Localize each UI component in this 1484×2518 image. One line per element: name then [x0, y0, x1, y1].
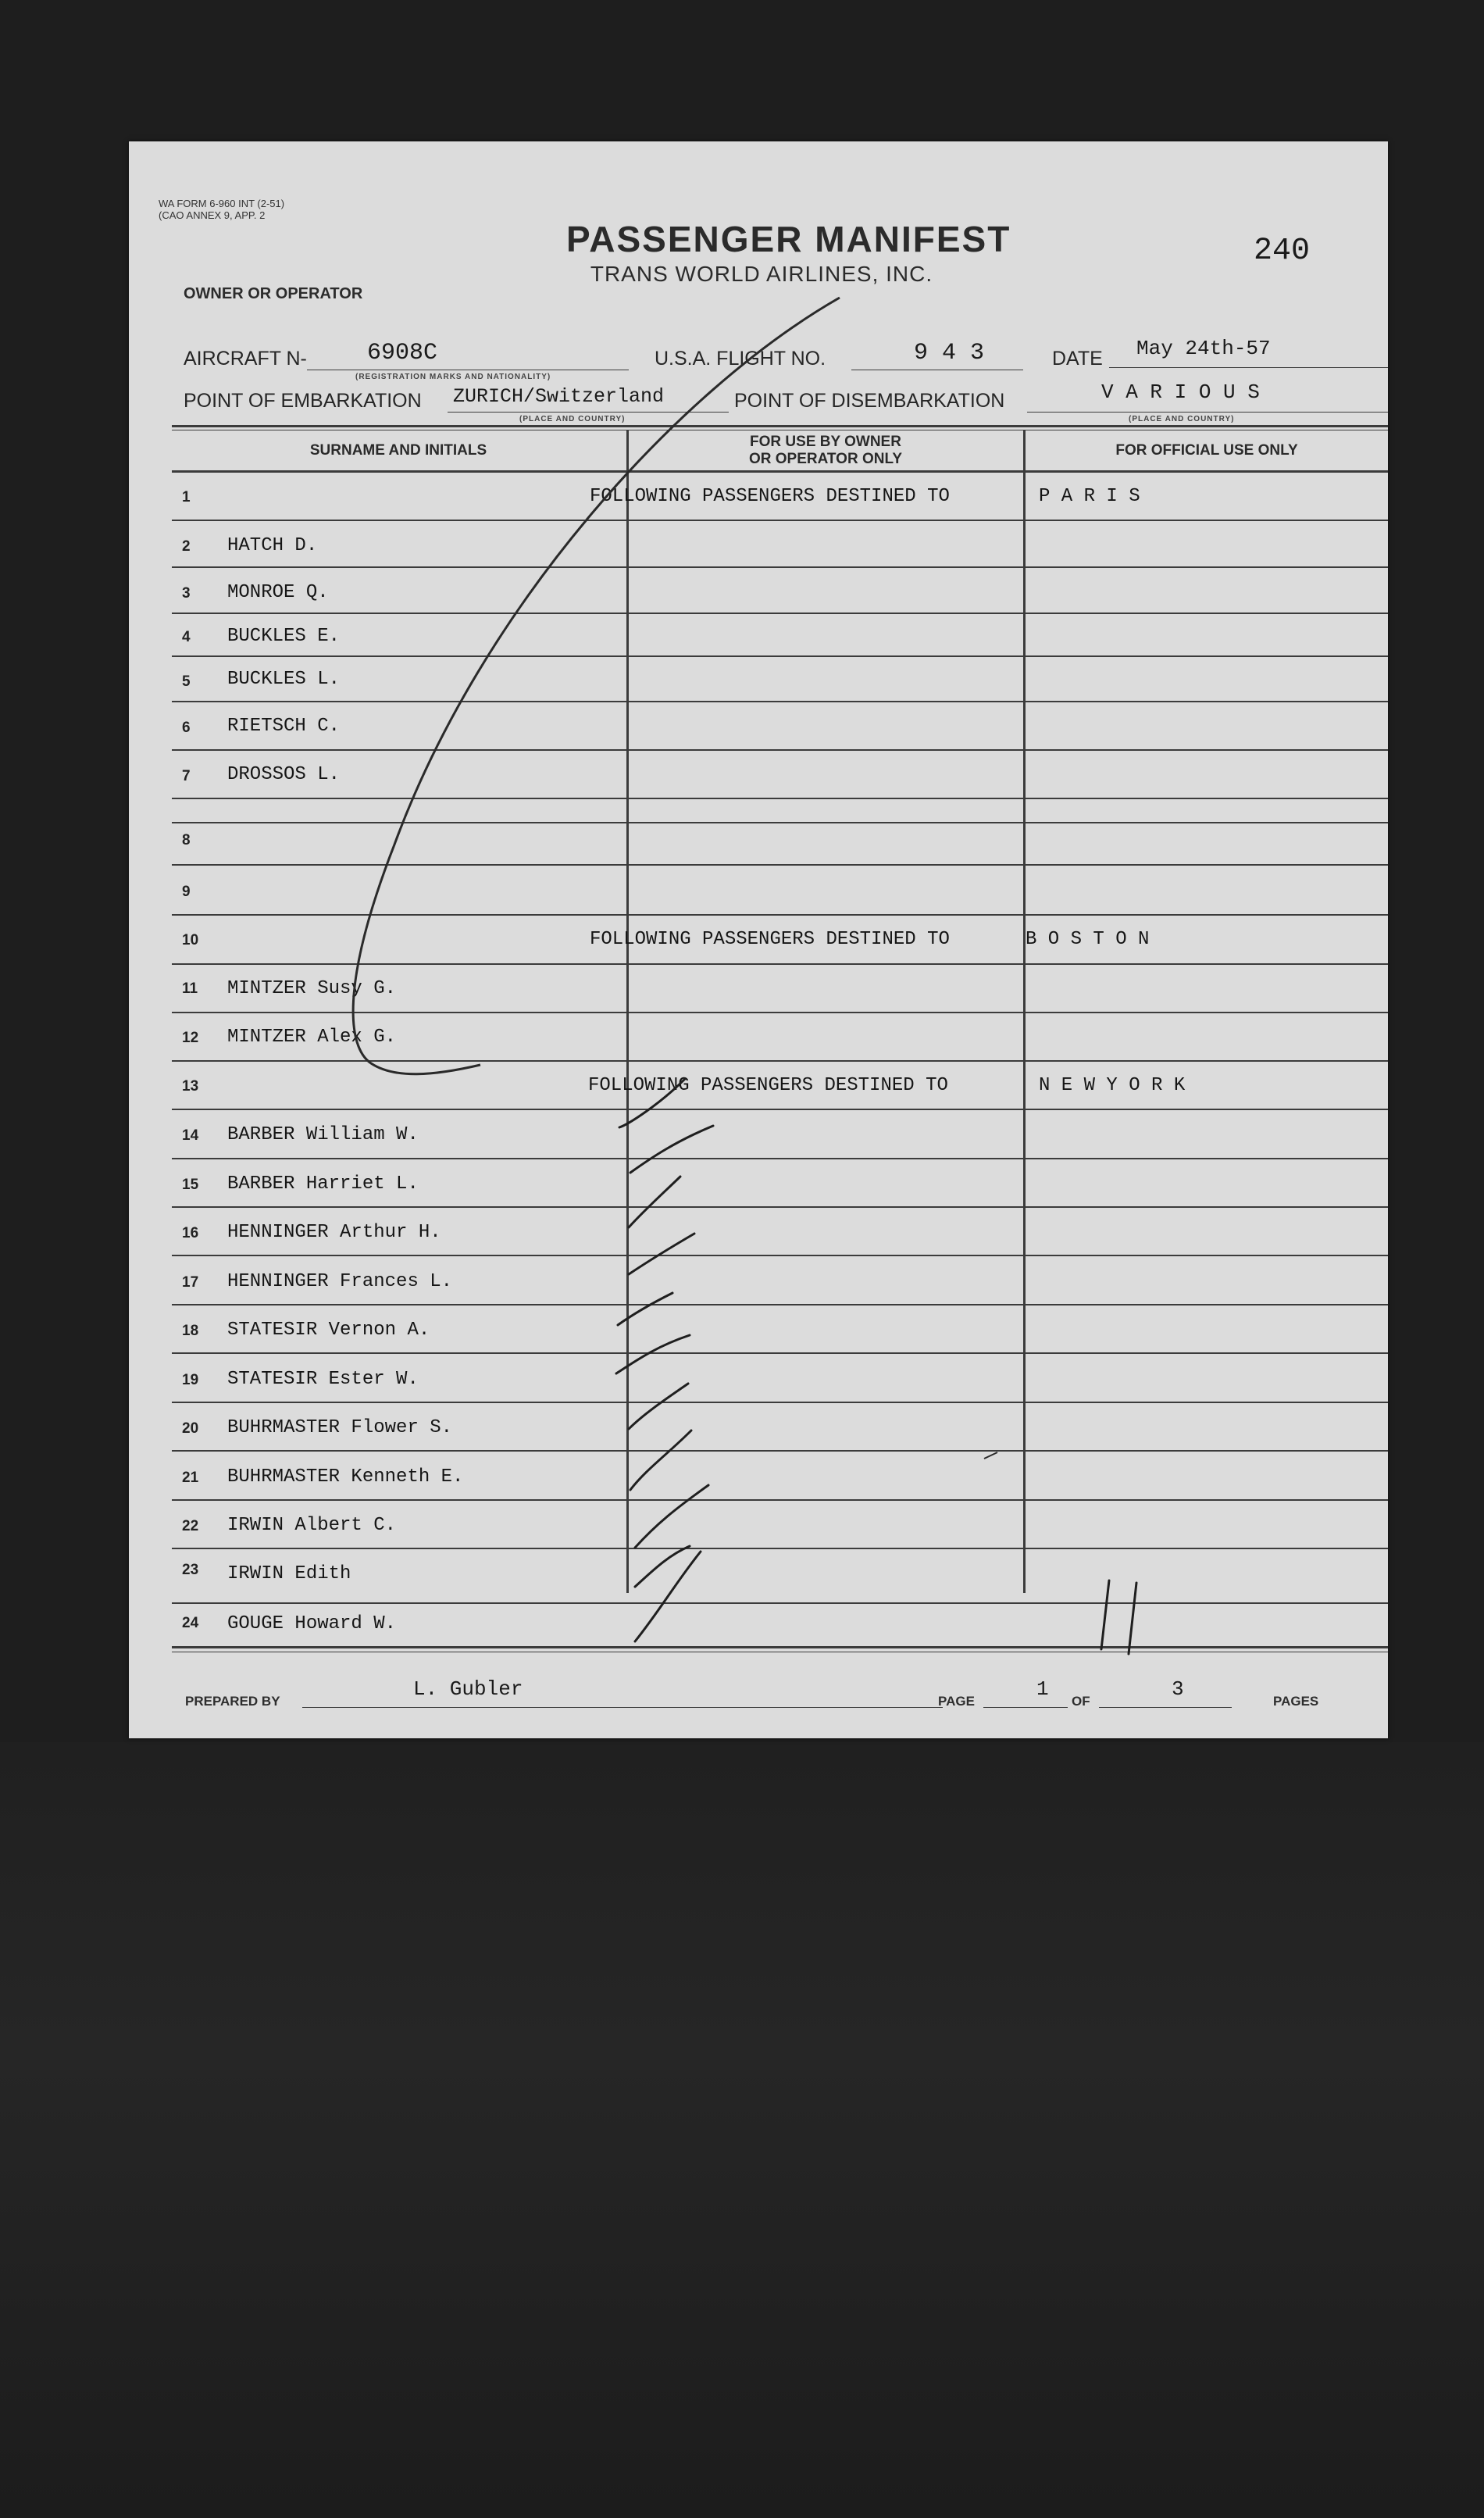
embarkation-value: ZURICH/Switzerland: [453, 385, 665, 408]
embarkation-underline: [448, 412, 729, 413]
embarkation-note: (PLACE AND COUNTRY): [519, 415, 626, 423]
stray-pen-mark: [984, 1452, 997, 1459]
row-rule: [172, 1060, 1388, 1062]
table-top-rule: [172, 425, 1388, 427]
row-number: 18: [182, 1323, 199, 1339]
prepared-by-underline: [302, 1707, 943, 1708]
aircraft-label: AIRCRAFT N-: [184, 348, 307, 370]
row-rule: [172, 566, 1388, 568]
row-rule: [172, 1206, 1388, 1208]
disembarkation-value: V A R I O U S: [1101, 380, 1260, 404]
row-rule: [172, 1548, 1388, 1549]
row-rule: [172, 520, 1388, 521]
airline-name: TRANS WORLD AIRLINES, INC.: [590, 262, 933, 286]
pages-label: PAGES: [1273, 1694, 1319, 1709]
destination-city: N E W Y O R K: [1039, 1075, 1186, 1096]
destination-note: FOLLOWING PASSENGERS DESTINED TO: [590, 929, 950, 950]
row-rule: [172, 1602, 1388, 1604]
check-mark-icon: [616, 1079, 713, 1641]
row-rule: [172, 655, 1388, 657]
total-pages-value: 3: [1172, 1677, 1184, 1701]
page-value: 1: [1036, 1677, 1049, 1701]
row-number: 5: [182, 673, 191, 690]
row-number: 7: [182, 768, 191, 784]
passenger-name: BUHRMASTER Flower S.: [227, 1417, 453, 1438]
passenger-name: DROSSOS L.: [227, 764, 341, 785]
row-rule: [172, 822, 1388, 823]
prepared-by-label: PREPARED BY: [185, 1694, 280, 1709]
row-number: 14: [182, 1127, 199, 1144]
table-bottom-rule: [172, 1646, 1388, 1648]
disembarkation-label: POINT OF DISEMBARKATION: [734, 390, 1005, 412]
row-number: 13: [182, 1078, 199, 1095]
date-value: May 24th-57: [1136, 337, 1271, 360]
prepared-by-value: L. Gubler: [413, 1677, 523, 1701]
row-rule: [172, 1158, 1388, 1159]
row-rule: [172, 1499, 1388, 1501]
row-number: 11: [182, 980, 198, 997]
destination-note: FOLLOWING PASSENGERS DESTINED TO: [588, 1075, 948, 1096]
row-number: 4: [182, 629, 191, 645]
passenger-name: BARBER Harriet L.: [227, 1173, 419, 1195]
row-rule: [172, 613, 1388, 614]
passenger-name: STATESIR Ester W.: [227, 1369, 419, 1390]
passenger-name: HENNINGER Frances L.: [227, 1271, 453, 1292]
row-number: 12: [182, 1030, 199, 1046]
row-number: 16: [182, 1225, 199, 1241]
passenger-name: HATCH D.: [227, 535, 318, 556]
row-number: 19: [182, 1372, 199, 1388]
row-rule: [172, 1450, 1388, 1452]
of-label: OF: [1072, 1694, 1090, 1709]
passenger-name: BARBER William W.: [227, 1124, 419, 1145]
row-number: 21: [182, 1470, 199, 1486]
passenger-name: BUCKLES E.: [227, 626, 341, 647]
row-number: 9: [182, 884, 191, 900]
passenger-name: MINTZER Alex G.: [227, 1027, 397, 1048]
row-rule: [172, 1255, 1388, 1256]
row-rule: [172, 914, 1388, 916]
page-label: PAGE: [938, 1694, 975, 1709]
row-number: 17: [182, 1274, 199, 1291]
passenger-name: IRWIN Edith: [227, 1563, 351, 1584]
passenger-name: IRWIN Albert C.: [227, 1515, 397, 1536]
row-rule: [172, 701, 1388, 702]
flight-label: U.S.A. FLIGHT NO.: [655, 348, 826, 370]
row-number: 6: [182, 720, 191, 736]
destination-note: FOLLOWING PASSENGERS DESTINED TO: [590, 486, 950, 507]
row-rule: [172, 1012, 1388, 1013]
row-number: 22: [182, 1518, 199, 1534]
microfilm-background: [0, 1742, 1484, 2518]
row-rule: [172, 749, 1388, 751]
disembarkation-underline: [1027, 412, 1388, 413]
passenger-name: HENNINGER Arthur H.: [227, 1222, 441, 1243]
row-number: 20: [182, 1420, 199, 1437]
destination-city: B O S T O N: [1026, 929, 1150, 950]
aircraft-value: 6908C: [367, 340, 438, 366]
owner-label: OWNER OR OPERATOR: [184, 285, 363, 302]
tally-mark-icon: [1101, 1580, 1136, 1654]
passenger-name: BUHRMASTER Kenneth E.: [227, 1466, 464, 1488]
column-header-surname: SURNAME AND INITIALS: [309, 442, 487, 459]
destination-city: P A R I S: [1039, 486, 1140, 507]
row-rule: [172, 1352, 1388, 1354]
row-rule: [172, 1402, 1388, 1403]
date-underline: [1109, 367, 1388, 368]
passenger-name: BUCKLES L.: [227, 669, 341, 690]
header-bottom-rule: [172, 470, 1388, 473]
registration-note: (REGISTRATION MARKS AND NATIONALITY): [355, 373, 551, 381]
row-number: 1: [182, 489, 191, 505]
page-underline: [983, 1707, 1068, 1708]
row-number: 8: [182, 832, 191, 848]
row-number: 24: [182, 1615, 199, 1631]
flight-value: 9 4 3: [914, 340, 985, 366]
row-rule: [172, 1109, 1388, 1110]
row-rule: [172, 864, 1388, 866]
page-title: PASSENGER MANIFEST: [566, 219, 1011, 259]
passenger-name: MINTZER Susy G.: [227, 978, 397, 999]
disembarkation-note: (PLACE AND COUNTRY): [1129, 415, 1235, 423]
row-rule: [172, 798, 1388, 799]
form-code: WA FORM 6-960 INT (2-51) (CAO ANNEX 9, APP. 2: [159, 198, 285, 221]
manifest-sheet: [129, 141, 1388, 1738]
passenger-name: STATESIR Vernon A.: [227, 1320, 430, 1341]
row-rule: [172, 963, 1388, 965]
row-number: 3: [182, 585, 191, 602]
stamped-page-number: 240: [1254, 234, 1311, 269]
total-underline: [1099, 1707, 1232, 1708]
passenger-name: MONROE Q.: [227, 582, 329, 603]
passenger-name: GOUGE Howard W.: [227, 1613, 397, 1634]
column-header-owner-use: FOR USE BY OWNER OR OPERATOR ONLY: [748, 434, 902, 467]
row-number: 10: [182, 932, 199, 948]
row-number: 23: [182, 1562, 199, 1578]
passenger-name: RIETSCH C.: [227, 716, 341, 737]
row-number: 15: [182, 1177, 199, 1193]
date-label: DATE: [1052, 348, 1103, 370]
row-number: 2: [182, 538, 191, 555]
embarkation-label: POINT OF EMBARKATION: [184, 390, 422, 412]
column-header-official: FOR OFFICIAL USE ONLY: [1115, 442, 1298, 459]
row-rule: [172, 1304, 1388, 1305]
